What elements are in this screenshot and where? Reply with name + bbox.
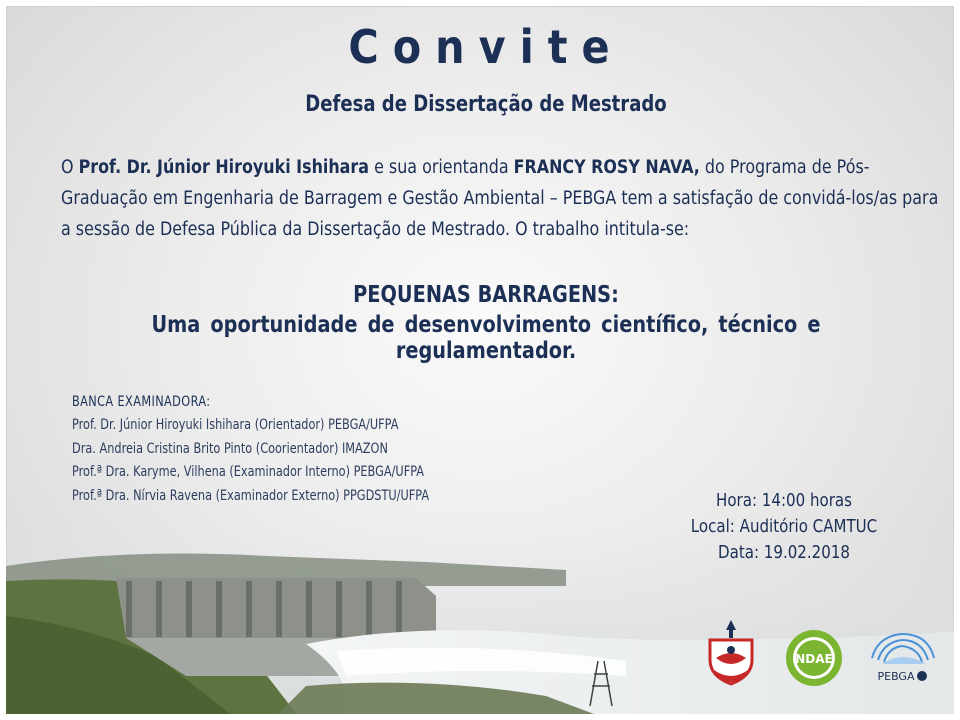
board-member: Prof. Dr. Júnior Hiroyuki Ishihara (Orientador) PEBGA/UFPA (72, 417, 399, 433)
pebga-logo (862, 630, 942, 686)
intro-text-2: e sua orientanda (369, 157, 514, 178)
event-time: Hora: 14:00 horas (716, 491, 852, 511)
board-member: Prof.ª Dra. Karyme, Vilhena (Examinador Interno) PEBGA/UFPA (72, 464, 425, 480)
board-member: Prof.ª Dra. Nírvia Ravena (Examinador Externo) PPGDSTU/UFPA (72, 487, 430, 504)
event-location: Local: Auditório CAMTUC (690, 517, 878, 537)
board-member: Dra. Andreia Cristina Brito Pinto (Coorientador) IMAZON (72, 440, 388, 457)
intro-text-1: O (61, 157, 79, 178)
examining-board (72, 394, 429, 508)
work-title-line-1: PEQUENAS BARRAGENS: (353, 282, 619, 308)
event-details (689, 488, 878, 566)
event-date: Data: 19.02.2018 (718, 543, 850, 563)
ndae-logo (784, 628, 844, 688)
advisor-name: Prof. Dr. Júnior Hiroyuki Ishihara (78, 157, 370, 178)
ufpa-logo (700, 618, 762, 688)
ndae-logo-text: NDAE (795, 652, 833, 666)
intro-text-3: do Programa de Pós-Graduação em Engenharia de Barragem e Gestão Ambiental – PEBGA tem a satisfação de convidá-los/as para a sessão de Defesa Pública da Dissertação de Mestrado. O trabalho intitula-se: (61, 157, 939, 240)
work-title (6, 282, 960, 364)
invitation-title: Convite (348, 20, 624, 74)
student-name: FRANCY ROSY NAVA, (513, 157, 700, 178)
intro-paragraph (61, 152, 943, 245)
invitation-subtitle: Defesa de Dissertação de Mestrado (305, 92, 667, 117)
work-title-line-2: Uma oportunidade de desenvolvimento científico, técnico e regulamentador. (151, 312, 821, 364)
pebga-logo-text: PEBGA (877, 670, 915, 683)
examining-board-heading: BANCA EXAMINADORA: (72, 394, 211, 410)
